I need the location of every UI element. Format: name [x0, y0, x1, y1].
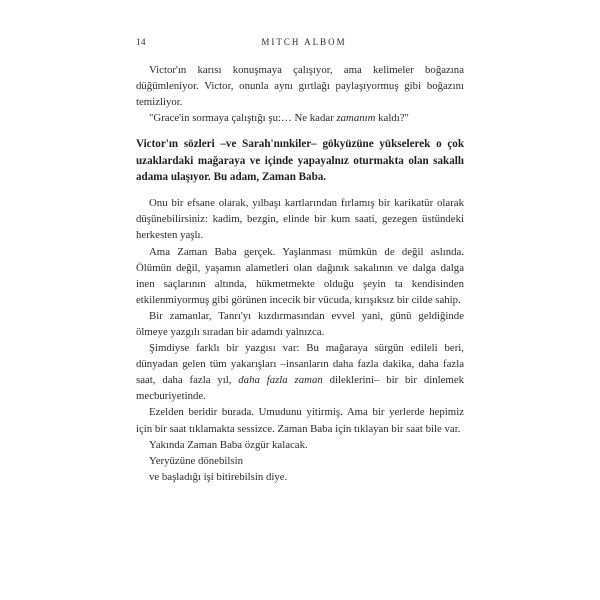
paragraph-11: ve başladığı işi bitirebilsin diye. [149, 470, 288, 483]
page-number: 14 [136, 37, 146, 47]
paragraph-7-italic: daha fazla zaman [238, 374, 323, 387]
paragraph-7 [136, 340, 464, 404]
paragraph-2-end: kaldı?" [375, 112, 409, 125]
text-block [136, 62, 464, 485]
paragraph-2-start: "Grace'in sormaya çalıştığı şu:… Ne kadar [149, 112, 337, 125]
paragraph-10: Yeryüzüne dönebilsin [149, 454, 243, 467]
paragraph-7-start: Şimdiyse farklı bir yazgısı var: Bu mağaraya sürgün edileli beri, dünyadan gelen tüm yakarışları –insanların daha fazla dakika, daha fazla saat, daha fazla yıl, [136, 342, 464, 387]
paragraph-2 [136, 110, 464, 126]
paragraph-4: Onu bir efsane olarak, yılbaşı kartlarından fırlamış bir karikatür olarak düşünebilirsiniz: kadim, bezgin, elinde bir kum saati, gezegen üstündeki herkesten yaşlı. [136, 197, 464, 242]
paragraph-9: Yakında Zaman Baba özgür kalacak. [149, 438, 308, 451]
paragraph-2-italic: zamanım [336, 112, 376, 125]
paragraph-6: Bir zamanlar, Tanrı'yı kızdırmasından evvel yani, günü geldiğinde ölmeye yazgılı sıradan bir adamdı yalnızca. [136, 309, 464, 339]
running-head: MITCH ALBOM [261, 37, 347, 47]
bold-paragraph: Victor'ın sözleri –ve Sarah'nınkiler– gökyüzüne yükselerek o çok uzaklardaki mağaraya ve içinde yapayalnız oturmakta olan sakallı adama ulaşıyor. Bu adam, Zaman Baba. [136, 138, 464, 183]
paragraph-8: Ezelden beridir burada. Umudunu yitirmiş. Ama bir yerlerde hepimiz için bir saat tıklamakta sessizce. Zaman Baba için tıklayan bir saat bile var. [136, 406, 464, 435]
paragraph-1: Victor'ın karısı konuşmaya çalışıyor, ama kelimeler boğazına düğümleniyor. Victor, onunla aynı gırtlağı paylaşıyormuş gibi boğazını temizliyor. [136, 64, 464, 109]
paragraph-7-end: dileklerini– bir bir dinlemek mecburiyetinde. [136, 374, 465, 403]
paragraph-5: Ama Zaman Baba gerçek. Yaşlanması mümkün de değil aslında. Ölümün değil, yaşamın alametleri olan dağınık sakalının ve dalga dalga inen saçlarının altında, hükmetmekte olduğu şeyin ta kendisinden etkilenmiyormuş gibi görünen incecik bir vücuda, kırışıksız bir cilde sahip. [136, 245, 464, 306]
